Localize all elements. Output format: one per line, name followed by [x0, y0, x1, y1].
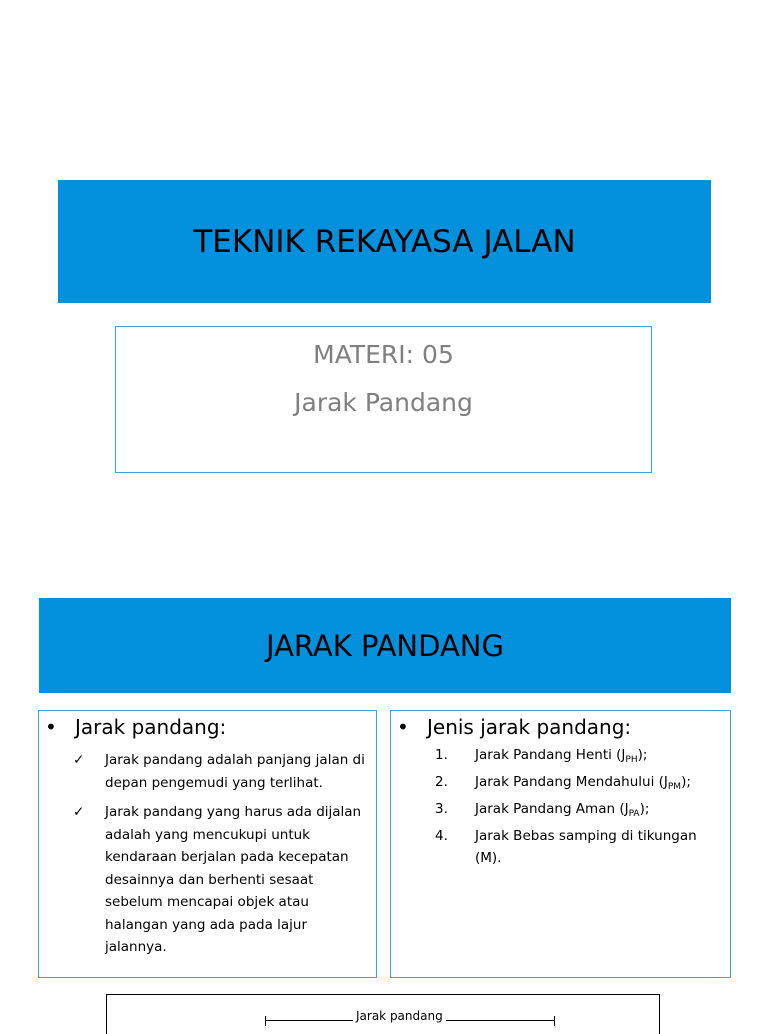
slide1-subtitle-line2: Jarak Pandang [294, 388, 473, 417]
left-heading-text: Jarak pandang: [75, 715, 227, 739]
left-content-panel [38, 710, 377, 978]
slide1-subtitle-box [115, 326, 652, 473]
list-item-text: Jarak Pandang Aman $(J_{PA})$; [475, 801, 650, 819]
list-item-text: Jarak Pandang Mendahului $(J_{PM})$; [475, 774, 691, 792]
right-heading [397, 715, 631, 739]
checkmark-icon: ✓ [73, 804, 85, 820]
list-item [435, 825, 724, 869]
slide1-title: TEKNIK REKAYASA JALAN [193, 223, 576, 260]
checkmark-icon: ✓ [73, 752, 85, 768]
bullet-icon: • [397, 715, 409, 739]
item-number: 2. [435, 774, 448, 790]
slide1-title-banner [58, 180, 711, 303]
list-item-text: Jarak Bebas samping di tikungan (M). [475, 828, 697, 866]
item-number: 3. [435, 801, 448, 817]
list-item-text: Jarak Pandang Henti $(J_{PH})$; [475, 747, 648, 765]
slide1-subtitle-line1: MATERI: 05 [313, 340, 454, 369]
right-heading-text: Jenis jarak pandang: [427, 715, 632, 739]
list-item-text: Jarak pandang yang harus ada dijalan adalah yang mencukupi untuk kendaraan berjalan pada kecepatan desainnya dan berhenti sesaat sebelum mencapai objek atau halangan yang ada pada lajur jalannya. [105, 804, 362, 955]
slide2-title: JARAK PANDANG [266, 628, 504, 663]
list-item [73, 749, 368, 794]
figure-label: Jarak pandang [353, 1009, 446, 1023]
list-item [73, 801, 368, 959]
definition-list [73, 749, 368, 966]
list-item [435, 798, 724, 825]
item-number: 1. [435, 747, 448, 763]
sight-distance-figure [106, 994, 660, 1034]
right-content-panel [390, 710, 731, 978]
slide2-title-banner [39, 598, 731, 693]
left-heading [45, 715, 226, 739]
list-item-text: Jarak pandang adalah panjang jalan di depan pengemudi yang terlihat. [105, 752, 365, 791]
list-item [435, 744, 724, 771]
bullet-icon: • [45, 715, 57, 739]
item-number: 4. [435, 828, 448, 844]
list-item [435, 771, 724, 798]
types-list [435, 744, 724, 869]
